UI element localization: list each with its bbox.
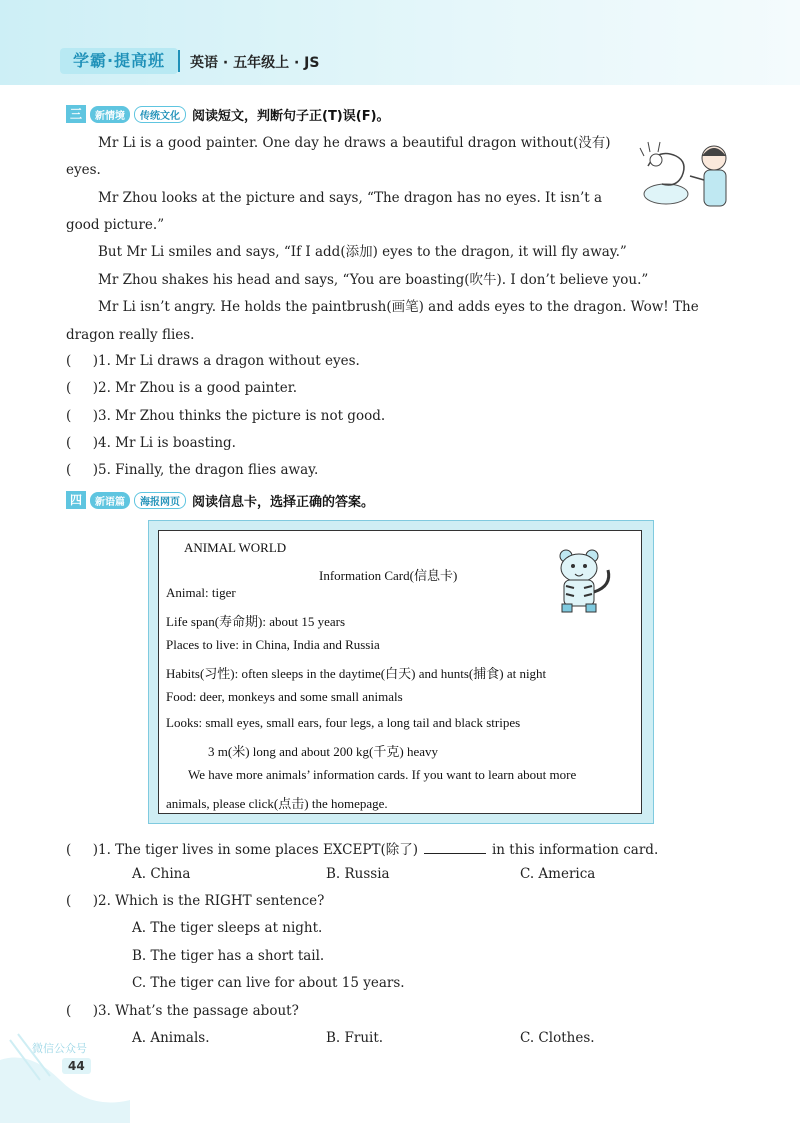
section-4-heading <box>66 490 374 510</box>
passage-line: good picture.” <box>66 217 165 233</box>
mc-question-2: ( )2. Which is the RIGHT sentence? <box>66 893 325 909</box>
option: B. Fruit. <box>326 1030 384 1046</box>
section-3-title: 阅读短文，判断句子正(T)误(F)。 <box>192 108 390 124</box>
section-4-tag-topic: 海报网页 <box>134 492 186 509</box>
option: B. The tiger has a short tail. <box>132 948 325 964</box>
section-3-heading <box>66 104 390 124</box>
subject-label: 英语 · 五年级上 · JS <box>190 55 320 71</box>
tf-question: ( )3. Mr Zhou thinks the picture is not good. <box>66 408 386 424</box>
answer-blank <box>424 841 486 854</box>
card-heading: ANIMAL WORLD <box>184 540 287 555</box>
mc-question-1-stem-a: ( )1. The tiger lives in some places EXCEPT(除了) <box>66 842 418 858</box>
card-subheading: Information Card(信息卡) <box>319 568 458 583</box>
mc-question-1-stem-b: in this information card. <box>491 842 659 858</box>
option: B. Russia <box>326 866 390 882</box>
dragon-painter-illustration <box>636 136 736 214</box>
section-3-tag-topic: 传统文化 <box>134 106 186 123</box>
card-line: Animal: tiger <box>166 585 236 600</box>
card-line: animals, please click(点击) the homepage. <box>166 796 388 811</box>
watermark-text: 微信公众号 <box>32 1042 87 1055</box>
mc-question-3: ( )3. What’s the passage about? <box>66 1003 299 1019</box>
tf-question: ( )1. Mr Li draws a dragon without eyes. <box>66 353 360 369</box>
card-line: 3 m(米) long and about 200 kg(千克) heavy <box>208 744 438 759</box>
section-4-number: 四 <box>66 491 86 509</box>
tf-question: ( )5. Finally, the dragon flies away. <box>66 462 319 478</box>
option: C. The tiger can live for about 15 years. <box>132 975 405 991</box>
option: A. The tiger sleeps at night. <box>132 920 323 936</box>
option: A. China <box>132 866 191 882</box>
section-3-number: 三 <box>66 105 86 123</box>
passage-line: Mr Zhou shakes his head and says, “You are boasting(吹牛). I don’t believe you.” <box>98 272 649 288</box>
card-line: We have more animals’ information cards. If you want to learn about more <box>188 767 577 782</box>
passage-line: Mr Li is a good painter. One day he draws a beautiful dragon without(没有) <box>98 135 611 151</box>
tf-question: ( )4. Mr Li is boasting. <box>66 435 236 451</box>
passage-line: But Mr Li smiles and says, “If I add(添加) eyes to the dragon, it will fly away.” <box>98 244 627 260</box>
card-line: Places to live: in China, India and Russia <box>166 637 380 652</box>
page-number: 44 <box>62 1058 91 1074</box>
brand-divider <box>178 50 180 72</box>
passage-line: dragon really flies. <box>66 327 195 343</box>
section-3-tag-new: 新情境 <box>90 106 130 123</box>
mc-question-1 <box>66 838 658 858</box>
tiger-icon <box>546 546 618 616</box>
brand-logo: 学霸·提高班 <box>60 48 178 74</box>
section-4-title: 阅读信息卡，选择正确的答案。 <box>192 494 375 510</box>
option: C. Clothes. <box>520 1030 595 1046</box>
tf-question: ( )2. Mr Zhou is a good painter. <box>66 380 298 396</box>
section-4-tag-new: 新语篇 <box>90 492 130 509</box>
card-line: Looks: small eyes, small ears, four legs, a long tail and black stripes <box>166 715 521 730</box>
option: C. America <box>520 866 596 882</box>
option: A. Animals. <box>132 1030 210 1046</box>
card-line: Life span(寿命期): about 15 years <box>166 614 346 629</box>
passage-line: eyes. <box>66 162 101 178</box>
card-line: Food: deer, monkeys and some small animals <box>166 689 403 704</box>
passage-line: Mr Zhou looks at the picture and says, “The dragon has no eyes. It isn’t a <box>98 190 603 206</box>
card-line: Habits(习性): often sleeps in the daytime(白天) and hunts(捕食) at night <box>166 666 547 681</box>
passage-line: Mr Li isn’t angry. He holds the paintbrush(画笔) and adds eyes to the dragon. Wow! The <box>98 299 699 315</box>
